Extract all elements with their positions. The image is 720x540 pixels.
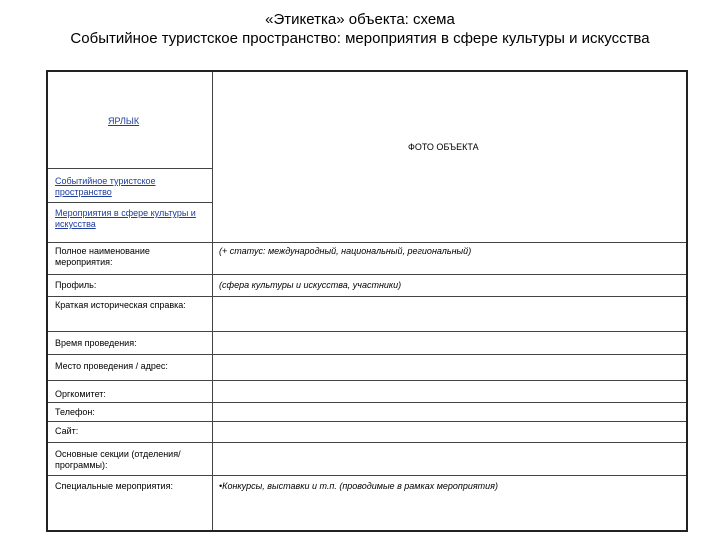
rule-row-10 xyxy=(48,475,686,476)
column-divider-bottom xyxy=(212,242,213,530)
rule-row-4 xyxy=(48,331,686,332)
title-line-2: Событийное туристское пространство: мероприятия в сфере культуры и искусства xyxy=(70,30,650,47)
photo-placeholder: ФОТО ОБЪЕКТА xyxy=(408,142,479,152)
link-event-space[interactable]: Событийное туристское пространство xyxy=(55,176,156,197)
row-label-special: Специальные мероприятия: xyxy=(55,481,173,491)
rule-after-label xyxy=(48,168,212,169)
row-label-phone: Телефон: xyxy=(55,407,95,417)
rule-row-6 xyxy=(48,380,686,381)
rule-row-9 xyxy=(48,442,686,443)
row-label-time: Время проведения: xyxy=(55,338,137,348)
row-label-place: Место проведения / адрес: xyxy=(55,361,168,371)
rule-row-1 xyxy=(48,242,686,243)
rule-row-8 xyxy=(48,421,686,422)
row-label-profile: Профиль: xyxy=(55,280,97,290)
title-line-1: «Этикетка» объекта: схема xyxy=(265,11,455,28)
rule-row-3 xyxy=(48,296,686,297)
row-label-committee: Оргкомитет: xyxy=(55,389,106,399)
row-label-site: Сайт: xyxy=(55,426,79,436)
rule-row-2 xyxy=(48,274,686,275)
row-value-special: •Конкурсы, выставки и т.п. (проводимые в рамках мероприятия) xyxy=(219,481,498,491)
rule-after-link1 xyxy=(48,202,212,203)
row-label-history: Краткая историческая справка: xyxy=(55,300,186,310)
label-placeholder: ЯРЛЫК xyxy=(108,116,140,126)
row-value-full-name: (+ статус: международный, национальный, региональный) xyxy=(219,246,472,256)
link-culture-events[interactable]: Мероприятия в сфере культуры и искусства xyxy=(55,208,196,229)
column-divider-top xyxy=(212,72,213,242)
rule-row-7 xyxy=(48,402,686,403)
rule-row-5 xyxy=(48,354,686,355)
row-value-profile: (сфера культуры и искусства, участники) xyxy=(219,280,402,290)
page-title xyxy=(40,10,680,48)
row-label-full-name: Полное наименование мероприятия: xyxy=(55,246,150,267)
row-label-sections: Основные секции (отделения/программы): xyxy=(55,449,181,470)
